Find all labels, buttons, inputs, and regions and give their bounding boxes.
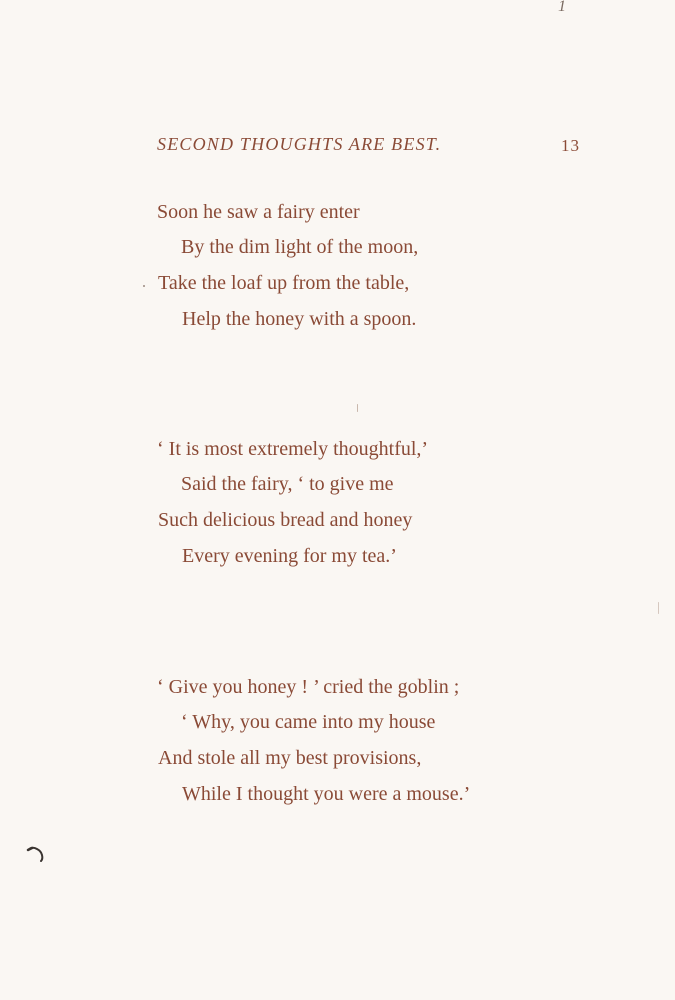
poem-line: Soon he saw a fairy enter: [157, 201, 360, 223]
poem-line: Such delicious bread and honey: [158, 509, 413, 531]
paper-speck: [357, 404, 358, 412]
poem-line: While I thought you were a mouse.’: [182, 783, 471, 805]
poem-line: ‘ Give you honey ! ’ cried the goblin ;: [157, 676, 460, 698]
poem-line: ‘ Why, you came into my house: [181, 711, 436, 733]
running-title: SECOND THOUGHTS ARE BEST.: [157, 134, 442, 154]
poem-line: By the dim light of the moon,: [181, 236, 419, 258]
paper-speck: [658, 602, 659, 614]
poem-line: And stole all my best provisions,: [158, 747, 422, 769]
poem-line: Every evening for my tea.’: [182, 545, 397, 567]
ink-blot-mark: [26, 842, 48, 864]
poem-line: Said the fairy, ‘ to give me: [181, 473, 394, 495]
poem-line: Help the honey with a spoon.: [182, 308, 417, 330]
poem-line: ‘ It is most extremely thoughtful,’: [157, 438, 429, 460]
corner-pencil-mark: 1: [558, 0, 566, 15]
paper-speck: [143, 285, 145, 287]
page-number: 13: [561, 136, 580, 155]
poem-line: Take the loaf up from the table,: [158, 272, 410, 294]
